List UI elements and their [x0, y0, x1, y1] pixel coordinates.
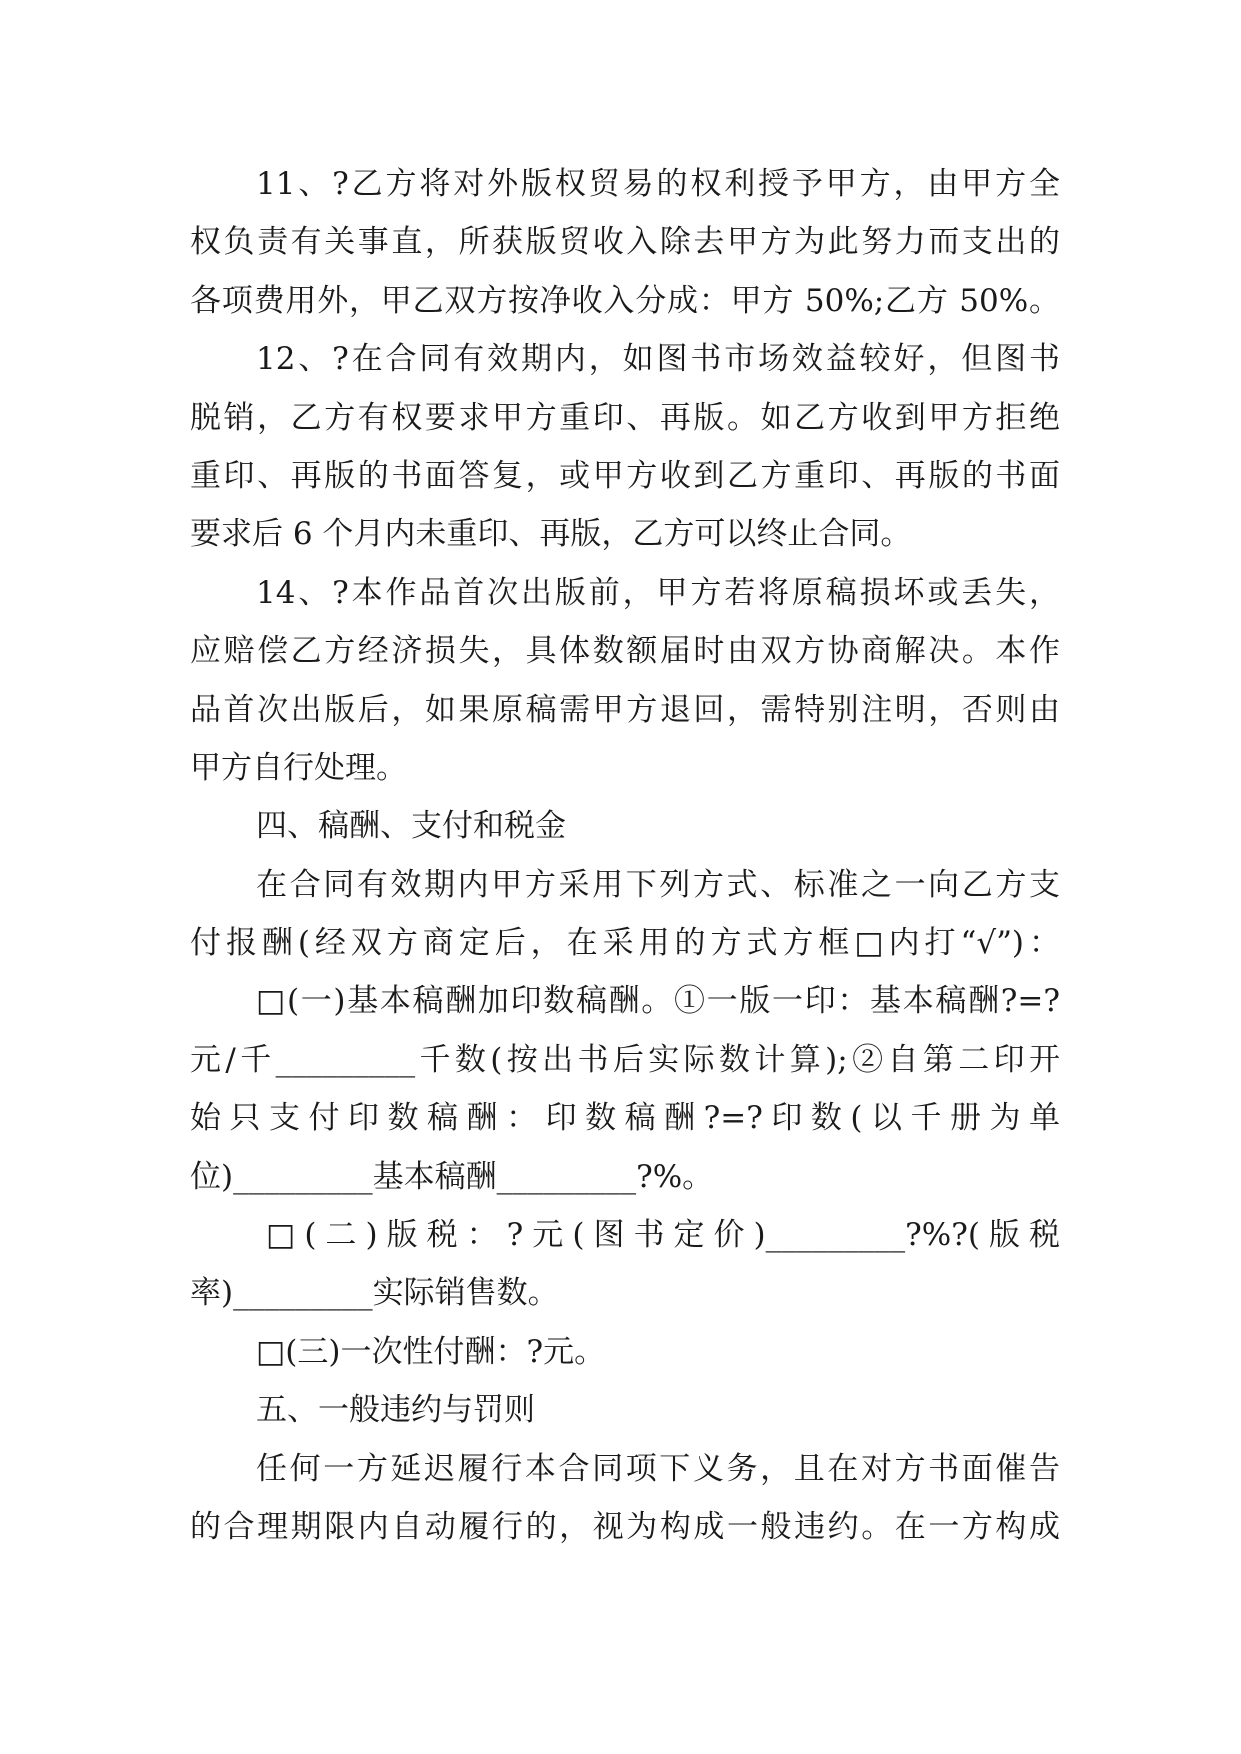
option-3-line: □(三)一次性付酬：?元。 — [256, 1333, 606, 1370]
clause-14-line-4: 甲方自行处理。 — [190, 749, 407, 786]
section-5-heading: 五、一般违约与罚则 — [256, 1392, 535, 1429]
clause-14-line-2: 应赔偿乙方经济损失，具体数额届时由双方协商解决。本作 — [190, 633, 1060, 670]
breach-line-2: 的合理期限内自动履行的，视为构成一般违约。在一方构成 — [190, 1508, 1060, 1545]
breach-line-1: 任何一方延迟履行本合同项下义务，且在对方书面催告 — [256, 1450, 1060, 1487]
clause-14-line-1: 14、?本作品首次出版前，甲方若将原稿损坏或丢失， — [256, 574, 1060, 611]
clause-11-line-1: 11、?乙方将对外版权贸易的权利授予甲方，由甲方全 — [256, 166, 1060, 202]
section-4-heading: 四、稿酬、支付和税金 — [256, 808, 566, 845]
clause-12-line-2: 脱销，乙方有权要求甲方重印、再版。如乙方收到甲方拒绝 — [190, 399, 1060, 436]
option-2-line-2: 率)_________实际销售数。 — [190, 1275, 559, 1312]
clause-12-line-4: 要求后 6 个月内未重印、再版，乙方可以终止合同。 — [190, 516, 912, 553]
payment-intro-line-1: 在合同有效期内甲方采用下列方式、标准之一向乙方支 — [256, 866, 1060, 903]
clause-12-line-1: 12、?在合同有效期内，如图书市场效益较好，但图书 — [256, 341, 1060, 378]
clause-11-line-3: 各项费用外，甲乙双方按净收入分成：甲方 50%;乙方 50%。 — [190, 282, 1060, 319]
option-1-line-3: 始只支付印数稿酬：印数稿酬?=?印数(以千册为单 — [190, 1100, 1060, 1137]
document-body — [190, 155, 1060, 1556]
option-1-line-4: 位)_________基本稿酬_________?%。 — [190, 1158, 714, 1195]
payment-intro-line-2: 付报酬(经双方商定后，在采用的方式方框□内打“√”)： — [190, 925, 1060, 962]
clause-14-line-3: 品首次出版后，如果原稿需甲方退回，需特别注明，否则由 — [190, 691, 1060, 728]
clause-12-line-3: 重印、再版的书面答复，或甲方收到乙方重印、再版的书面 — [190, 457, 1060, 494]
option-1-line-1: □(一)基本稿酬加印数稿酬。①一版一印：基本稿酬?=? — [256, 983, 1060, 1020]
option-2-line-1: □(二)版税：?元(图书定价)_________?%?(版税 — [266, 1217, 1060, 1254]
clause-11-line-2: 权负责有关事直，所获版贸收入除去甲方为此努力而支出的 — [190, 224, 1060, 261]
option-1-line-2: 元/千_________千数(按出书后实际数计算);②自第二印开 — [190, 1041, 1060, 1078]
